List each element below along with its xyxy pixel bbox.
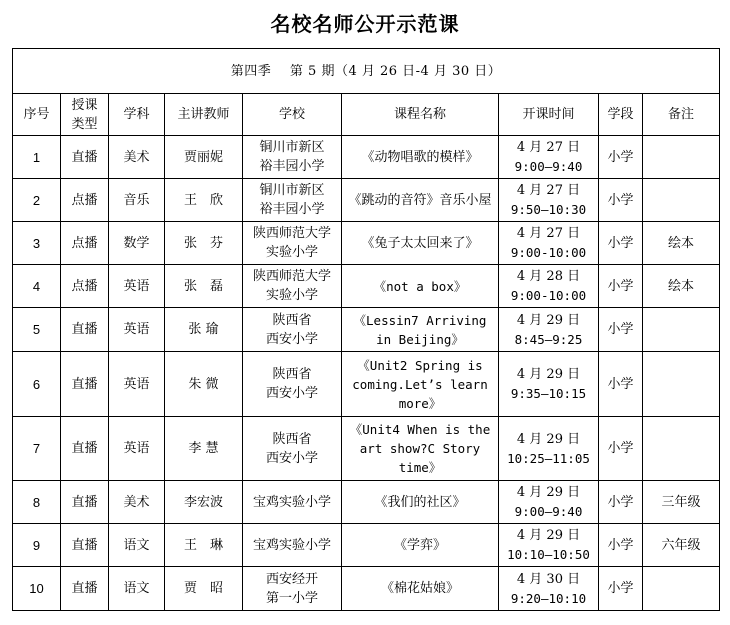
teacher-name: 王 琳 [165,524,243,567]
table-row [13,524,720,567]
lesson-date: 4 月 29 日 [516,485,581,500]
school-name-line: 实验小学 [265,288,318,303]
school-level: 小学 [599,179,643,222]
schedule-time [499,222,599,265]
course-name-line: art show?C Story [359,441,481,456]
header-subject: 学科 [109,94,165,136]
school-name-line: 宝鸡实验小学 [252,537,331,553]
teacher-name: 李宏波 [165,481,243,524]
teacher-name: 王 欣 [165,179,243,222]
school-level: 小学 [599,308,643,352]
teacher-name: 贾 昭 [165,567,243,611]
lesson-time: 9:00-10:00 [510,288,587,303]
header-level: 学段 [599,94,643,136]
course-name [342,136,499,179]
lesson-date: 4 月 28 日 [516,269,581,284]
lesson-date: 4 月 29 日 [516,528,581,543]
table-row [13,179,720,222]
table-row [13,308,720,352]
lesson-type: 直播 [61,308,109,352]
school-name [243,222,342,265]
season-label: 第四季 [230,63,272,79]
school-name-line: 裕丰园小学 [259,202,325,217]
document-title: 名校名师公开示范课 [270,12,460,36]
lesson-type: 直播 [61,417,109,481]
teacher-name: 贾丽妮 [165,136,243,179]
school-level: 小学 [599,222,643,265]
course-name [342,308,499,352]
schedule-time [499,567,599,611]
note [643,352,720,417]
subject: 音乐 [109,179,165,222]
course-name-line: coming.Let’s learn [352,376,488,392]
course-name-line: 《学弈》 [393,537,446,553]
table-row [13,352,720,417]
table-row [13,136,720,179]
column-header-row [13,94,720,136]
teacher-name: 朱 微 [165,352,243,417]
note: 绘本 [643,265,720,308]
school-level: 小学 [599,265,643,308]
teacher-name: 李 慧 [165,417,243,481]
lesson-type: 直播 [61,567,109,611]
course-name-line: 《Lessin7 Arriving [353,312,487,328]
school-name-line: 西安小学 [265,386,318,401]
lesson-date: 4 月 27 日 [516,226,581,241]
subject: 语文 [109,524,165,567]
school-name-line: 陕西省 [272,312,312,328]
subject: 英语 [109,308,165,352]
table-row [13,481,720,524]
note [643,136,720,179]
course-name-line: 《我们的社区》 [374,494,466,510]
note: 三年级 [643,481,720,524]
school-name-line: 宝鸡实验小学 [252,494,331,510]
row-number: 5 [13,308,61,352]
lesson-time: 9:20—10:10 [510,590,587,606]
course-name-line: 《兔子太太回来了》 [361,235,479,251]
table-row [13,265,720,308]
schedule-time [499,481,599,524]
schedule-time [499,352,599,417]
course-name-line: 《Unit4 When is the [349,422,491,437]
schedule-time [499,417,599,481]
school-name-line: 铜川市新区 [259,140,325,155]
school-name [243,524,342,567]
row-number: 9 [13,524,61,567]
header-note: 备注 [643,94,720,136]
course-name-line: 《动物唱歌的模样》 [361,149,479,165]
school-level: 小学 [599,481,643,524]
lesson-type: 点播 [61,222,109,265]
season-header-cell [13,49,720,94]
schedule-time [499,265,599,308]
school-name [243,417,342,481]
school-name-line: 陕西省 [272,367,312,382]
course-name-line: 《跳动的音符》音乐小屋 [348,192,492,208]
school-name-line: 西安小学 [265,450,318,466]
course-name-line: 《Unit2 Spring is [357,357,483,373]
header-time: 开课时间 [499,94,599,136]
course-name-line: in Beijing》 [376,331,464,347]
header-teacher: 主讲教师 [165,94,243,136]
table-row [13,417,720,481]
lesson-time: 9:35—10:15 [510,386,587,401]
school-level: 小学 [599,567,643,611]
note [643,567,720,611]
note [643,179,720,222]
school-name [243,179,342,222]
lesson-type: 直播 [61,524,109,567]
lesson-date: 4 月 29 日 [516,431,581,447]
school-name-line: 裕丰园小学 [259,159,325,174]
schedule-table [12,48,720,611]
header-course: 课程名称 [342,94,499,136]
note [643,308,720,352]
note: 六年级 [643,524,720,567]
row-number: 4 [13,265,61,308]
course-name [342,352,499,417]
school-name-line: 第一小学 [265,590,318,606]
school-name-line: 实验小学 [265,245,318,260]
lesson-time: 8:45—9:25 [514,331,583,347]
course-name-line: 《not a box》 [373,278,467,294]
school-name-line: 陕西省 [272,431,312,447]
school-name [243,352,342,417]
note: 绘本 [643,222,720,265]
school-name [243,567,342,611]
school-name [243,265,342,308]
lesson-time: 9:00—9:40 [514,159,583,174]
teacher-name: 张 瑜 [165,308,243,352]
school-name [243,136,342,179]
school-level: 小学 [599,352,643,417]
school-name-line: 铜川市新区 [259,183,325,198]
course-name-line: 《棉花姑娘》 [380,581,459,596]
lesson-date: 4 月 27 日 [516,183,581,198]
row-number: 6 [13,352,61,417]
school-name-line: 西安小学 [265,331,318,347]
course-name-line: more》 [398,395,442,411]
subject: 美术 [109,481,165,524]
course-name [342,265,499,308]
schedule-time [499,136,599,179]
teacher-name: 张 磊 [165,265,243,308]
schedule-time [499,179,599,222]
table-row [13,567,720,611]
lesson-date: 4 月 27 日 [516,140,581,155]
header-no: 序号 [13,94,61,136]
school-level: 小学 [599,524,643,567]
course-name [342,179,499,222]
season-header-row [13,49,720,94]
school-name-line: 陕西师范大学 [252,269,331,284]
course-name [342,417,499,481]
lesson-date: 4 月 29 日 [516,312,581,328]
header-type: 授课类型 [61,94,109,136]
lesson-time: 9:50—10:30 [510,202,587,217]
table-row [13,222,720,265]
course-name [342,524,499,567]
lesson-date: 4 月 30 日 [516,571,581,587]
row-number: 2 [13,179,61,222]
note [643,417,720,481]
school-name-line: 陕西师范大学 [252,226,331,241]
row-number: 8 [13,481,61,524]
header-school: 学校 [243,94,342,136]
row-number: 3 [13,222,61,265]
schedule-time [499,308,599,352]
lesson-date: 4 月 29 日 [516,367,581,382]
school-name-line: 西安经开 [265,571,318,587]
teacher-name: 张 芬 [165,222,243,265]
school-level: 小学 [599,136,643,179]
school-name [243,308,342,352]
lesson-type: 直播 [61,136,109,179]
row-number: 7 [13,417,61,481]
lesson-type: 点播 [61,265,109,308]
lesson-type: 直播 [61,481,109,524]
lesson-time: 9:00—9:40 [514,504,583,519]
subject: 英语 [109,265,165,308]
lesson-time: 10:10—10:50 [507,547,590,562]
course-name [342,567,499,611]
period-label: 第 5 期（4 月 26 日-4 月 30 日） [289,63,502,79]
subject: 英语 [109,417,165,481]
course-name [342,222,499,265]
school-name [243,481,342,524]
lesson-type: 点播 [61,179,109,222]
subject: 语文 [109,567,165,611]
lesson-time: 9:00-10:00 [510,245,587,260]
subject: 英语 [109,352,165,417]
row-number: 1 [13,136,61,179]
course-name [342,481,499,524]
subject: 数学 [109,222,165,265]
school-level: 小学 [599,417,643,481]
subject: 美术 [109,136,165,179]
row-number: 10 [13,567,61,611]
lesson-type: 直播 [61,352,109,417]
table-body [13,136,720,611]
lesson-time: 10:25—11:05 [507,450,590,466]
schedule-time [499,524,599,567]
course-name-line: time》 [398,460,442,475]
